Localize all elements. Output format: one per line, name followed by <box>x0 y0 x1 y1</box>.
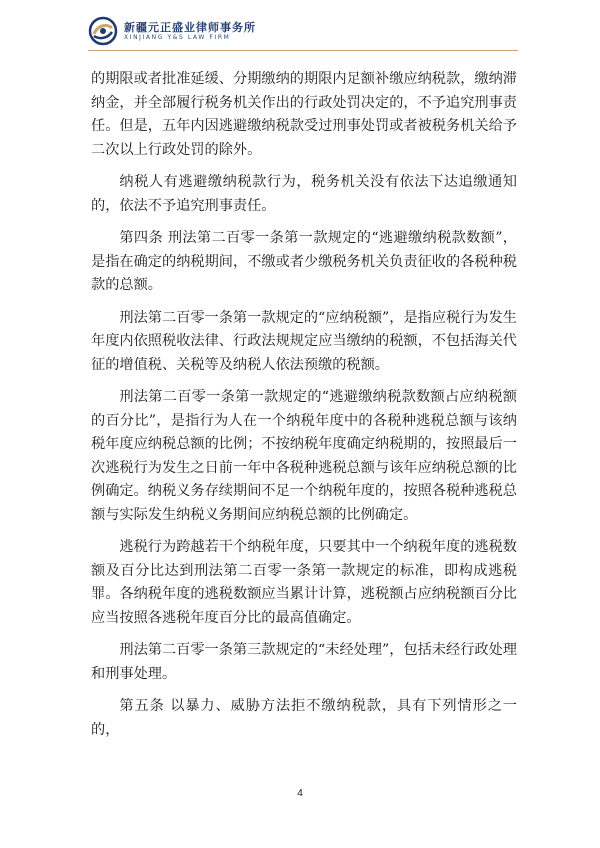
firm-name-cn: 新疆元正盛业律师事务所 <box>124 20 256 34</box>
paragraph: 刑法第二百零一条第一款规定的“应纳税额”，是指应税行为发生年度内依照税收法律、行政法规规定应当缴纳的税额，不包括海关代征的增值税、关税等及纳税人依法预缴的税额。 <box>91 309 517 373</box>
paragraph: 第五条 以暴力、威胁方法拒不缴纳税款，具有下列情形之一的， <box>91 698 517 738</box>
header-divider <box>88 50 518 51</box>
paragraph: 第四条 刑法第二百零一条第一款规定的“逃避缴纳税款数额”，是指在确定的纳税期间，不缴或者少缴税务机关负责征收的各税种税款的总额。 <box>91 230 517 293</box>
paragraph: 刑法第二百零一条第三款规定的“未经处理”，包括未经行政处理和刑事处理。 <box>91 642 517 682</box>
letterhead <box>88 16 256 46</box>
paragraph: 的期限或者批准延缓、分期缴纳的期限内足额补缴应纳税款，缴纳滞纳金，并全部履行税务机关作出的行政处罚决定的，不予追究刑事责任。但是，五年内因逃避缴纳税款受过刑事处罚或者被税务机关给予二次以上行政处罚的除外。 <box>91 71 517 158</box>
firm-name-en: XINJIANG Y&S LAW FIRM <box>124 33 231 41</box>
page-number: 4 <box>297 788 303 799</box>
firm-logo-icon <box>88 16 118 46</box>
paragraph: 纳税人有逃避缴纳税款行为，税务机关没有依法下达追缴通知的，依法不予追究刑事责任。 <box>91 174 517 214</box>
paragraph: 刑法第二百零一条第一款规定的“逃避缴纳税款数额占应纳税额的百分比”，是指行为人在一个纳税年度中的各税种逃税总额与该纳税年度应纳税总额的比例；不按纳税年度确定纳税期的，按照最后一次逃税行为发生之日前一年中各税种逃税总额与该年应纳税总额的比例确定。纳税义务存续期间不足一个纳税年度的，按照各税种逃税总额与实际发生纳税义务期间应纳税总额的比例确定。 <box>91 389 517 523</box>
document-body <box>91 68 517 751</box>
paragraph: 逃税行为跨越若干个纳税年度，只要其中一个纳税年度的逃税数额及百分比达到刑法第二百零一条第一款规定的标准，即构成逃税罪。各纳税年度的逃税数额应当累计计算，逃税额占应纳税额百分比应当按照各逃税年度百分比的最高值确定。 <box>91 539 517 626</box>
